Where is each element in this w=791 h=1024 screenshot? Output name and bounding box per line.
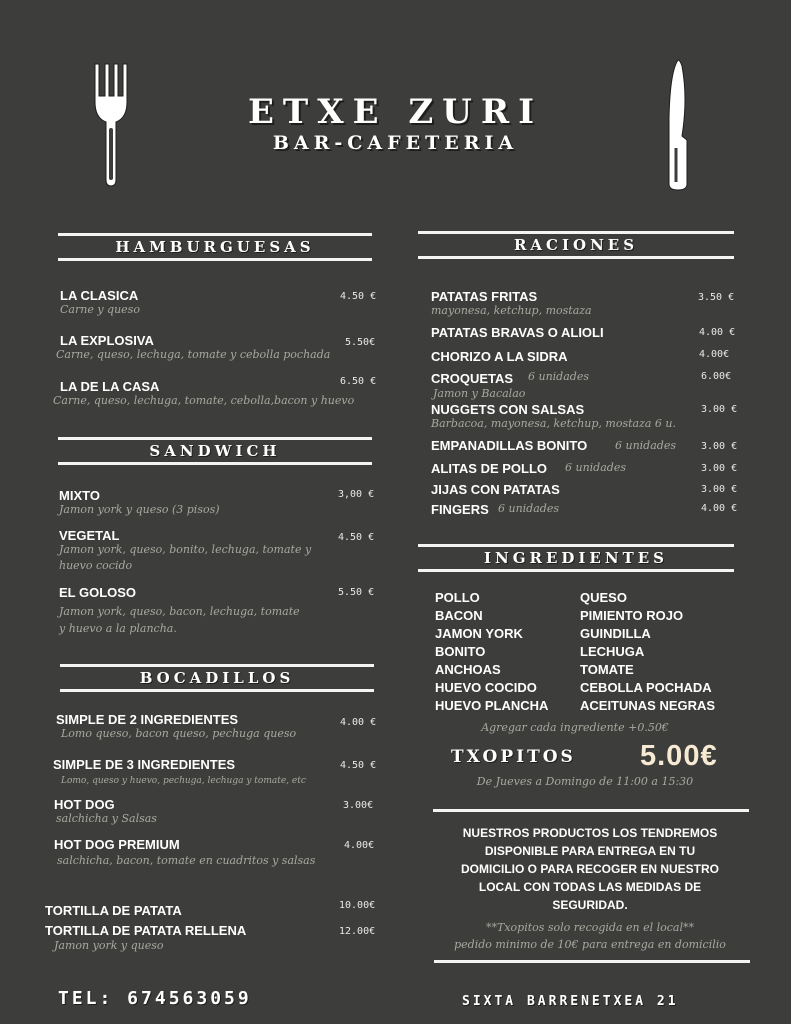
section-raciones-heading	[418, 231, 734, 259]
menu-item-name: EL GOLOSO	[59, 585, 137, 600]
menu-item-name: CHORIZO A LA SIDRA	[431, 349, 568, 364]
address: SIXTA BARRENETXEA 21	[462, 994, 679, 1009]
menu-item-name: HOT DOG	[54, 797, 115, 812]
menu-item-qty: 6 unidades	[498, 502, 559, 515]
menu-item-name: NUGGETS CON SALSAS	[431, 402, 585, 417]
menu-item-name: PATATAS BRAVAS O ALIOLI	[431, 325, 604, 340]
menu-item-desc: Carne, queso, lechuga, tomate, cebolla,bacon y huevo	[53, 394, 355, 407]
phone-number: TEL: 674563059	[58, 988, 252, 1009]
menu-item-price: 10.00€	[339, 900, 376, 911]
notice-line: LOCAL CON TODAS LAS MEDIDAS DE	[478, 880, 702, 894]
ingredient-item: CEBOLLA POCHADA	[580, 680, 712, 695]
ingredient-note: Agregar cada ingrediente +0.50€	[481, 721, 669, 734]
menu-item-name: SIMPLE DE 2 INGREDIENTES	[56, 712, 239, 727]
min-order-note: pedido minimo de 10€ para entrega en domicilio	[454, 938, 726, 951]
menu-item-desc: Jamon york y queso	[54, 939, 164, 952]
txopitos-price: 5.00€	[640, 740, 718, 772]
section-title: SANDWICH	[149, 442, 281, 460]
menu-item-desc: Jamon y Bacalao	[433, 387, 526, 400]
menu-item-name: EMPANADILLAS BONITO	[431, 438, 588, 453]
divider	[434, 960, 750, 963]
menu-item-name: CROQUETAS	[431, 371, 514, 386]
menu-item-price: 6.50 €	[340, 376, 377, 387]
menu-item-name: VEGETAL	[59, 528, 120, 543]
menu-item-price: 6.00€	[701, 371, 732, 382]
menu-item-price: 4.00€	[699, 349, 730, 360]
menu-item-price: 4.50 €	[338, 532, 375, 543]
menu-item-price: 12.00€	[339, 926, 376, 937]
ingredient-item: BONITO	[435, 644, 486, 659]
txopitos-label: TXOPITOS	[451, 747, 576, 767]
brand-subtitle: BAR-CAFETERIA	[272, 132, 519, 154]
ingredient-item: BACON	[435, 608, 483, 623]
section-title: INGREDIENTES	[483, 549, 669, 567]
menu-item-price: 4.50 €	[340, 760, 377, 771]
menu-item-desc: Barbacoa, mayonesa, ketchup, mostaza 6 u.	[431, 417, 677, 430]
pickup-note: **Txopitos solo recogida en el local**	[485, 921, 694, 934]
menu-item-price: 3,00 €	[338, 489, 375, 500]
section-bocadillos-heading	[60, 664, 374, 692]
menu-item-price: 4.00 €	[701, 503, 738, 514]
menu-item-desc: salchicha, bacon, tomate en cuadritos y salsas	[57, 854, 316, 867]
brand-title: ETXE ZURI	[248, 92, 543, 132]
notice-line: SEGURIDAD.	[552, 898, 628, 912]
menu-item-desc: Lomo queso, bacon queso, pechuga queso	[61, 727, 297, 740]
menu-item-price: 3.00 €	[701, 404, 738, 415]
menu-item-desc: Jamon york, queso, bonito, lechuga, tomate y	[59, 543, 312, 556]
menu-item-name: FINGERS	[431, 502, 489, 517]
menu-item-price: 5.50 €	[338, 587, 375, 598]
menu-item-price: 4.00€	[344, 840, 375, 851]
menu-item-name: LA EXPLOSIVA	[60, 333, 154, 348]
ingredient-item: PIMIENTO ROJO	[580, 608, 684, 623]
ingredient-item: GUINDILLA	[580, 626, 651, 641]
ingredient-item: ANCHOAS	[435, 662, 501, 677]
menu-item-desc: Carne y queso	[60, 303, 140, 316]
menu-item-name: TORTILLA DE PATATA RELLENA	[45, 923, 247, 938]
menu-item-name: MIXTO	[59, 488, 100, 503]
section-ingredientes-heading	[418, 544, 734, 572]
txopitos-schedule: De Jueves a Domingo de 11:00 a 15:30	[476, 775, 694, 788]
section-sandwich-heading	[58, 437, 372, 465]
menu-item-name: LA CLASICA	[60, 288, 139, 303]
section-title: BOCADILLOS	[139, 669, 295, 687]
menu-item-name: JIJAS CON PATATAS	[431, 482, 560, 497]
menu-item-desc: Jamon york, queso, bacon, lechuga, tomate	[59, 605, 300, 618]
menu-item-price: 3.00 €	[701, 441, 738, 452]
notice-line: DOMICILIO O PARA RECOGER EN NUESTRO	[460, 862, 719, 876]
section-title: HAMBURGUESAS	[115, 238, 315, 256]
ingredient-item: HUEVO COCIDO	[435, 680, 537, 695]
menu-item-price: 3.00€	[343, 800, 374, 811]
menu-item-price: 3.00 €	[701, 484, 738, 495]
ingredient-item: LECHUGA	[580, 644, 645, 659]
menu-item-name: PATATAS FRITAS	[431, 289, 538, 304]
menu-item-desc: huevo cocido	[59, 559, 133, 572]
ingredient-item: HUEVO PLANCHA	[435, 698, 549, 713]
menu-item-name: SIMPLE DE 3 INGREDIENTES	[53, 757, 236, 772]
notice-line: NUESTROS PRODUCTOS LOS TENDREMOS	[462, 826, 718, 840]
menu-item-desc: Jamon york y queso (3 pisos)	[59, 503, 220, 516]
ingredient-item: ACEITUNAS NEGRAS	[580, 698, 716, 713]
menu-item-name: TORTILLA DE PATATA	[45, 903, 182, 918]
menu-item-qty: 6 unidades	[528, 370, 589, 383]
menu-item-name: HOT DOG PREMIUM	[54, 837, 180, 852]
delivery-notice	[430, 824, 750, 914]
divider	[433, 809, 749, 812]
ingredient-item: JAMON YORK	[435, 626, 523, 641]
menu-item-price: 4.50 €	[340, 291, 377, 302]
menu-item-desc: y huevo a la plancha.	[59, 622, 177, 635]
menu-item-desc: Carne, queso, lechuga, tomate y cebolla pochada	[56, 348, 331, 361]
section-hamburguesas-heading	[58, 233, 372, 261]
menu-item-desc: Lomo, queso y huevo, pechuga, lechuga y tomate, etc	[61, 776, 306, 786]
section-title: RACIONES	[513, 236, 639, 254]
menu-item-price: 3.00 €	[701, 463, 738, 474]
menu-item-price: 5.50€	[345, 337, 376, 348]
menu-item-name: ALITAS DE POLLO	[431, 461, 548, 476]
menu-item-price: 4.00 €	[699, 327, 736, 338]
ingredient-item: QUESO	[580, 590, 627, 605]
menu-item-desc: salchicha y Salsas	[56, 812, 157, 825]
menu-item-qty: 6 unidades	[615, 439, 676, 452]
menu-item-qty: 6 unidades	[565, 461, 626, 474]
notice-line: DISPONIBLE PARA ENTREGA EN TU	[484, 844, 696, 858]
ingredient-item: TOMATE	[580, 662, 634, 677]
menu-item-name: LA DE LA CASA	[60, 379, 160, 394]
ingredient-item: POLLO	[435, 590, 480, 605]
menu-item-price: 4.00 €	[340, 717, 377, 728]
menu-item-desc: mayonesa, ketchup, mostaza	[431, 304, 592, 317]
menu-item-price: 3.50 €	[698, 292, 735, 303]
